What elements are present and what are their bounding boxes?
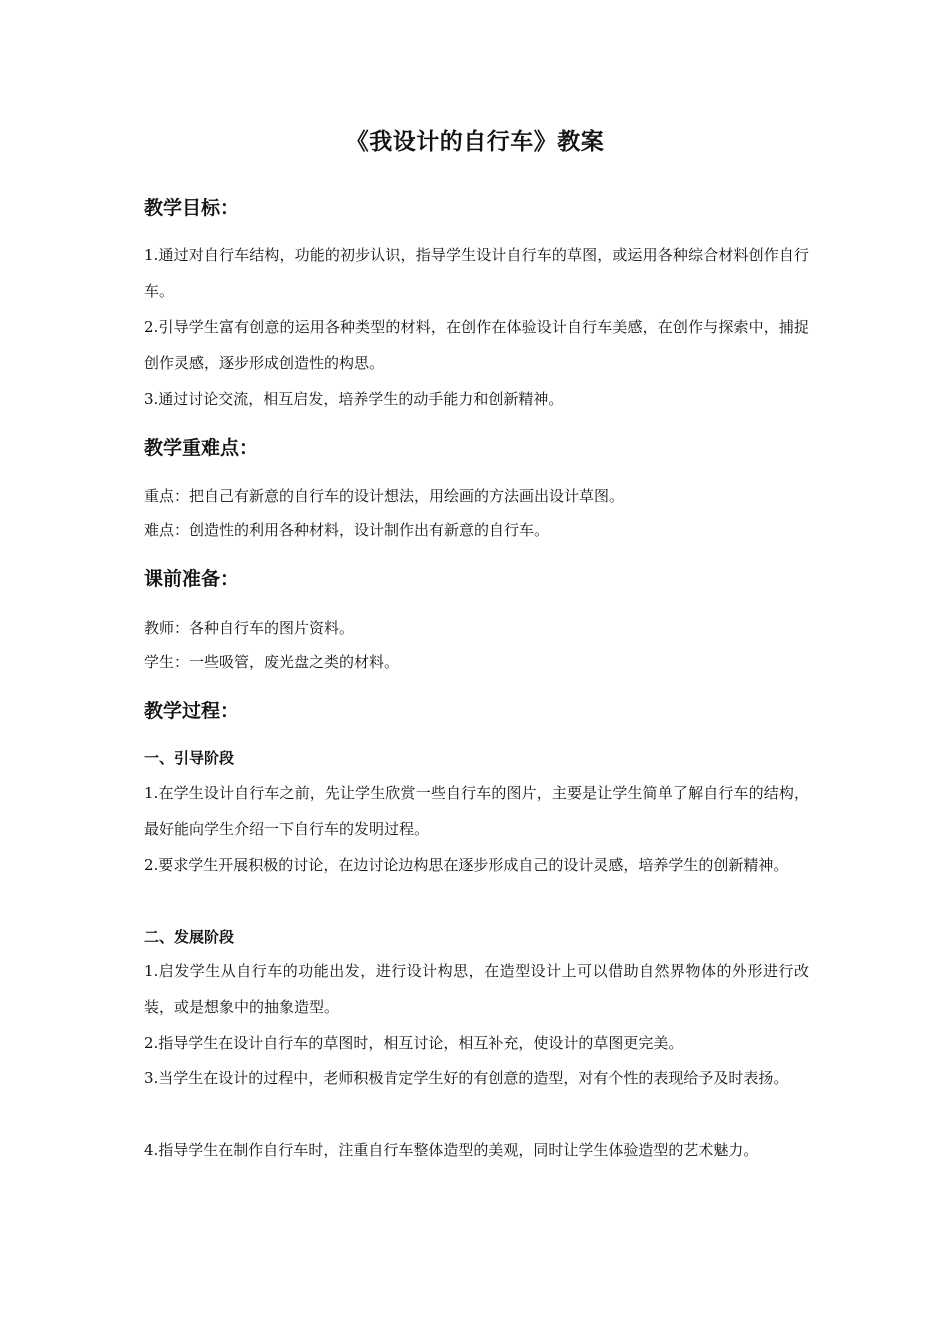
preparation-heading: 课前准备： [144,568,240,590]
objective-item-3: 3.通过讨论交流，相互启发，培养学生的动手能力和创新精神。 [144,390,564,408]
objective-item-1: 1.通过对自行车结构，功能的初步认识，指导学生设计自行车的草图，或运用各种综合材料创作自行车。 [144,246,809,300]
stage2-item-2: 2.指导学生在设计自行车的草图时，相互讨论，相互补充，使设计的草图更完美。 [144,1034,684,1052]
process-heading: 教学过程： [144,700,240,722]
key-point-focus: 重点：把自己有新意的自行车的设计想法，用绘画的方法画出设计草图。 [144,487,625,505]
stage1-item-2: 2.要求学生开展积极的讨论，在边讨论边构思在逐步形成自己的设计灵感，培养学生的创新精神。 [144,856,789,874]
document-title: 《我设计的自行车》教案 [345,129,605,155]
stage2-item-1: 1.启发学生从自行车的功能出发，进行设计构思，在造型设计上可以借助自然界物体的外形进行改装，或是想象中的抽象造型。 [144,962,809,1016]
stage2-heading: 二、发展阶段 [144,928,235,946]
stage2-item-3: 3.当学生在设计的过程中，老师积极肯定学生好的有创意的造型，对有个性的表现给予及时表扬。 [144,1069,789,1087]
objective-item-2: 2.引导学生富有创意的运用各种类型的材料，在创作在体验设计自行车美感，在创作与探索中，捕捉创作灵感，逐步形成创造性的构思。 [144,318,809,372]
preparation-student: 学生：一些吸管，废光盘之类的材料。 [144,653,400,671]
stage1-heading: 一、引导阶段 [144,749,235,767]
key-point-difficulty: 难点：创造性的利用各种材料，设计制作出有新意的自行车。 [144,521,550,539]
objectives-heading: 教学目标： [144,197,240,219]
stage2-item-4: 4.指导学生在制作自行车时，注重自行车整体造型的美观，同时让学生体验造型的艺术魅力。 [144,1141,759,1159]
stage1-item-1: 1.在学生设计自行车之前，先让学生欣赏一些自行车的图片，主要是让学生简单了解自行车的结构，最好能向学生介绍一下自行车的发明过程。 [144,784,809,838]
key-points-heading: 教学重难点： [144,437,259,459]
preparation-teacher: 教师：各种自行车的图片资料。 [144,619,355,637]
